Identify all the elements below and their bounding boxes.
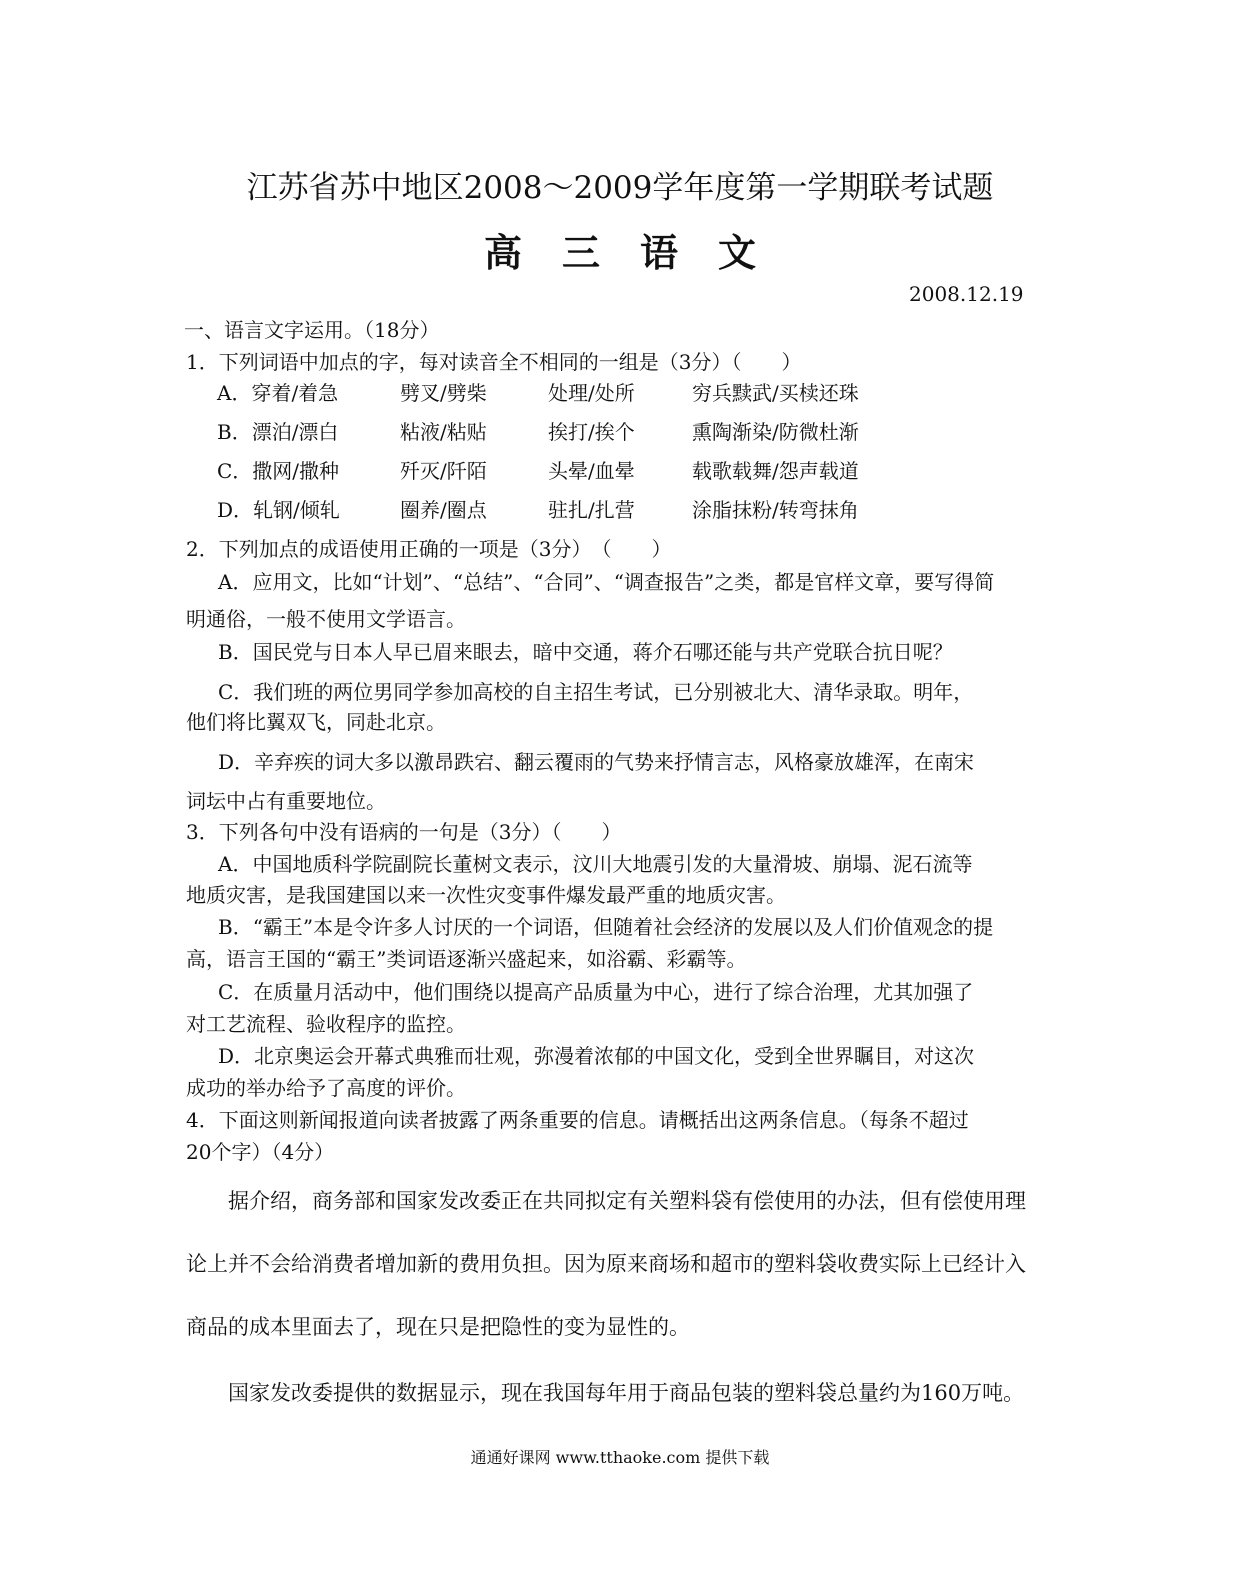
q3-option-b-line2: 高，语言王国的“霸王”类词语逐渐兴盛起来，如浴霸、彩霸等。	[186, 947, 747, 971]
q3-option-d-line1: D．北京奥运会开幕式典雅而壮观，弥漫着浓郁的中国文化，受到全世界瞩目，对这次	[218, 1044, 975, 1068]
q3-option-a-line1: A．中国地质科学院副院长董树文表示，汶川大地震引发的大量滑坡、崩塌、泥石流等	[218, 852, 973, 876]
q1-option-a-col3: 处理/处所	[548, 381, 635, 405]
q1-option-a-col4: 穷兵黩武/买椟还珠	[692, 381, 859, 405]
q2-option-a-line1: A．应用文，比如“计划”、“总结”、“合同”、“调查报告”之类，都是官样文章，要写得简	[218, 570, 995, 594]
q1-option-d-col1: D．轧钢/倾轧	[217, 498, 340, 522]
q1-option-b-col4: 熏陶渐染/防微杜渐	[692, 420, 859, 444]
q2-option-a-line2: 明通俗，一般不使用文学语言。	[186, 607, 466, 631]
q2-option-d-line1: D．辛弃疾的词大多以激昂跌宕、翻云覆雨的气势来抒情言志，风格豪放雄浑，在南宋	[218, 750, 975, 774]
q2-option-b: B．国民党与日本人早已眉来眼去，暗中交通，蒋介石哪还能与共产党联合抗日呢？	[218, 640, 953, 664]
q1-option-b-col1: B．漂泊/漂白	[217, 420, 339, 444]
q2-option-c-line1: C．我们班的两位男同学参加高校的自主招生考试，已分别被北大、清华录取。明年，	[218, 680, 974, 704]
q1-option-b-col2: 粘液/粘贴	[400, 420, 487, 444]
q4-stem-line1: 4．下面这则新闻报道向读者披露了两条重要的信息。请概括出这两条信息。（每条不超过	[186, 1108, 969, 1132]
q1-option-d-col4: 涂脂抹粉/转弯抹角	[692, 498, 859, 522]
q1-option-c-col4: 载歌载舞/怨声载道	[692, 459, 859, 483]
page-footer: 通通好课网 www.tthaoke.com 提供下载	[470, 1448, 770, 1467]
q1-option-b-col3: 挨打/挨个	[548, 420, 635, 444]
q1-option-a-col2: 劈叉/劈柴	[400, 381, 487, 405]
q2-stem: 2．下列加点的成语使用正确的一项是（3分） （ ）	[186, 537, 672, 561]
q1-option-d-col2: 圈养/圈点	[400, 498, 487, 522]
q3-option-a-line2: 地质灾害，是我国建国以来一次性灾变事件爆发最严重的地质灾害。	[186, 883, 786, 907]
exam-subtitle: 高三语文	[483, 230, 796, 275]
exam-date: 2008.12.19	[909, 282, 1024, 306]
q1-option-c-col1: C．撒网/撒种	[217, 459, 340, 483]
q1-option-d-col3: 驻扎/扎营	[548, 498, 635, 522]
q3-option-b-line1: B．“霸王”本是令许多人讨厌的一个词语，但随着社会经济的发展以及人们价值观念的提	[218, 915, 994, 939]
news-paragraph-1-line2: 论上并不会给消费者增加新的费用负担。因为原来商场和超市的塑料袋收费实际上已经计入	[186, 1252, 1026, 1276]
q1-option-c-col2: 歼灭/阡陌	[400, 459, 487, 483]
q3-option-c-line1: C．在质量月活动中，他们围绕以提高产品质量为中心，进行了综合治理，尤其加强了	[218, 980, 974, 1004]
news-paragraph-1-line3: 商品的成本里面去了，现在只是把隐性的变为显性的。	[186, 1315, 690, 1339]
q3-option-c-line2: 对工艺流程、验收程序的监控。	[186, 1012, 466, 1036]
exam-title: 江苏省苏中地区2008～2009学年度第一学期联考试题	[246, 170, 994, 206]
news-paragraph-2-line1: 国家发改委提供的数据显示，现在我国每年用于商品包装的塑料袋总量约为160万吨。	[228, 1381, 1025, 1405]
q4-stem-line2: 20个字）（4分）	[186, 1140, 335, 1164]
q1-option-a-col1: A．穿着/着急	[217, 381, 339, 405]
q3-option-d-line2: 成功的举办给予了高度的评价。	[186, 1076, 466, 1100]
q1-option-c-col3: 头晕/血晕	[548, 459, 635, 483]
section-heading: 一、语言文字运用。（18分）	[184, 318, 440, 342]
q3-stem: 3．下列各句中没有语病的一句是（3分）（ ）	[186, 820, 622, 844]
q1-stem: 1．下列词语中加点的字，每对读音全不相同的一组是（3分）（ ）	[186, 350, 802, 374]
q2-option-d-line2: 词坛中占有重要地位。	[186, 789, 386, 813]
q2-option-c-line2: 他们将比翼双飞，同赴北京。	[186, 710, 446, 734]
news-paragraph-1-line1: 据介绍，商务部和国家发改委正在共同拟定有关塑料袋有偿使用的办法，但有偿使用理	[228, 1189, 1026, 1213]
